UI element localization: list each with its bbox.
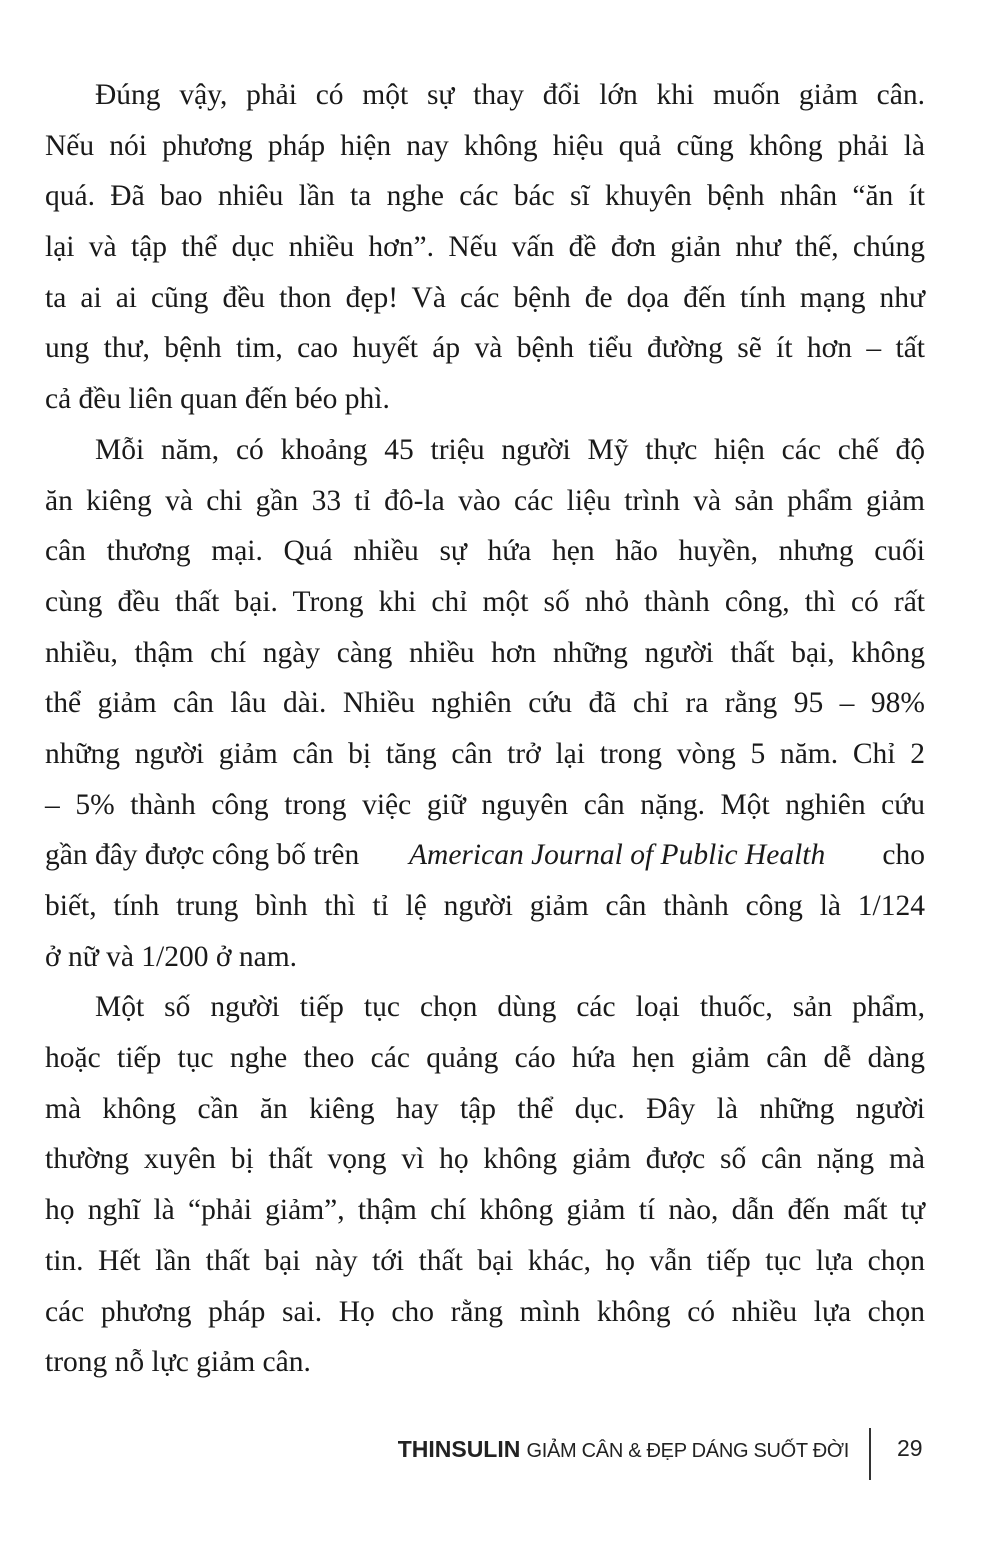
page-footer [0,1428,989,1478]
text-segment: gần đây được công bố trên [45,839,360,872]
text-line: tin. Hết lần thất bại này tới thất bại khác, họ vẫn tiếp tục lựa chọn [45,1244,925,1277]
text-line: ở nữ và 1/200 ở nam. [45,940,298,973]
text-line-with-citation [45,830,925,881]
text-line: những người giảm cân bị tăng cân trở lại trong vòng 5 năm. Chỉ 2 [45,737,925,770]
paragraph-2 [45,425,925,983]
text-line: quá. Đã bao nhiêu lần ta nghe các bác sĩ khuyên bệnh nhân “ăn ít [45,180,925,213]
text-line: Đúng vậy, phải có một sự thay đổi lớn khi muốn giảm cân. [95,79,925,111]
book-subtitle: GIẢM CÂN & ĐẸP DÁNG SUỐT ĐỜI [526,1440,849,1462]
text-line: – 5% thành công trong việc giữ nguyên cân nặng. Một nghiên cứu [45,788,925,821]
body-text [45,70,925,1388]
text-line: cả đều liên quan đến béo phì. [45,383,390,416]
text-line: nhiều, thậm chí ngày càng nhiều hơn những người thất bại, không [45,636,925,669]
text-line: thường xuyên bị thất vọng vì họ không giảm được số cân nặng mà [45,1143,925,1176]
text-line: cân thương mại. Quá nhiều sự hứa hẹn hão huyền, nhưng cuối [45,535,925,568]
paragraph-1 [45,70,925,425]
text-line: mà không cần ăn kiêng hay tập thể dục. Đây là những người [45,1092,925,1125]
text-line: lại và tập thể dục nhiều hơn”. Nếu vấn đề đơn giản như thế, chúng [45,231,925,264]
paragraph-3 [45,982,925,1388]
text-line: họ nghĩ là “phải giảm”, thậm chí không giảm tí nào, dẫn đến mất tự [45,1194,925,1227]
text-line: trong nỗ lực giảm cân. [45,1346,311,1379]
text-line: hoặc tiếp tục nghe theo các quảng cáo hứa hẹn giảm cân dễ dàng [45,1042,925,1075]
text-line: biết, tính trung bình thì tỉ lệ người giảm cân thành công là 1/124 [45,890,925,922]
footer-divider [869,1428,871,1480]
journal-title: American Journal of Public Health [409,839,826,872]
text-line: các phương pháp sai. Họ cho rằng mình không có nhiều lựa chọn [45,1295,925,1328]
text-line: cùng đều thất bại. Trong khi chỉ một số nhỏ thành công, thì có rất [45,585,925,618]
running-footer-title [398,1436,849,1463]
text-line: Nếu nói phương pháp hiện nay không hiệu quả cũng không phải là [45,129,925,162]
book-brand: THINSULIN [397,1436,521,1462]
text-line: ung thư, bệnh tim, cao huyết áp và bệnh tiểu đường sẽ ít hơn – tất [45,332,925,365]
text-line: thể giảm cân lâu dài. Nhiều nghiên cứu đã chỉ ra rằng 95 – 98% [45,687,925,720]
text-line: ăn kiêng và chi gần 33 tỉ đô-la vào các liệu trình và sản phẩm giảm [45,484,925,517]
text-line: ta ai ai cũng đều thon đẹp! Và các bệnh đe dọa đến tính mạng như [45,281,925,314]
text-line: Một số người tiếp tục chọn dùng các loại thuốc, sản phẩm, [95,991,925,1024]
text-line: Mỗi năm, có khoảng 45 triệu người Mỹ thực hiện các chế độ [95,433,925,466]
page-number: 29 [897,1435,923,1461]
text-segment: cho [875,839,925,872]
